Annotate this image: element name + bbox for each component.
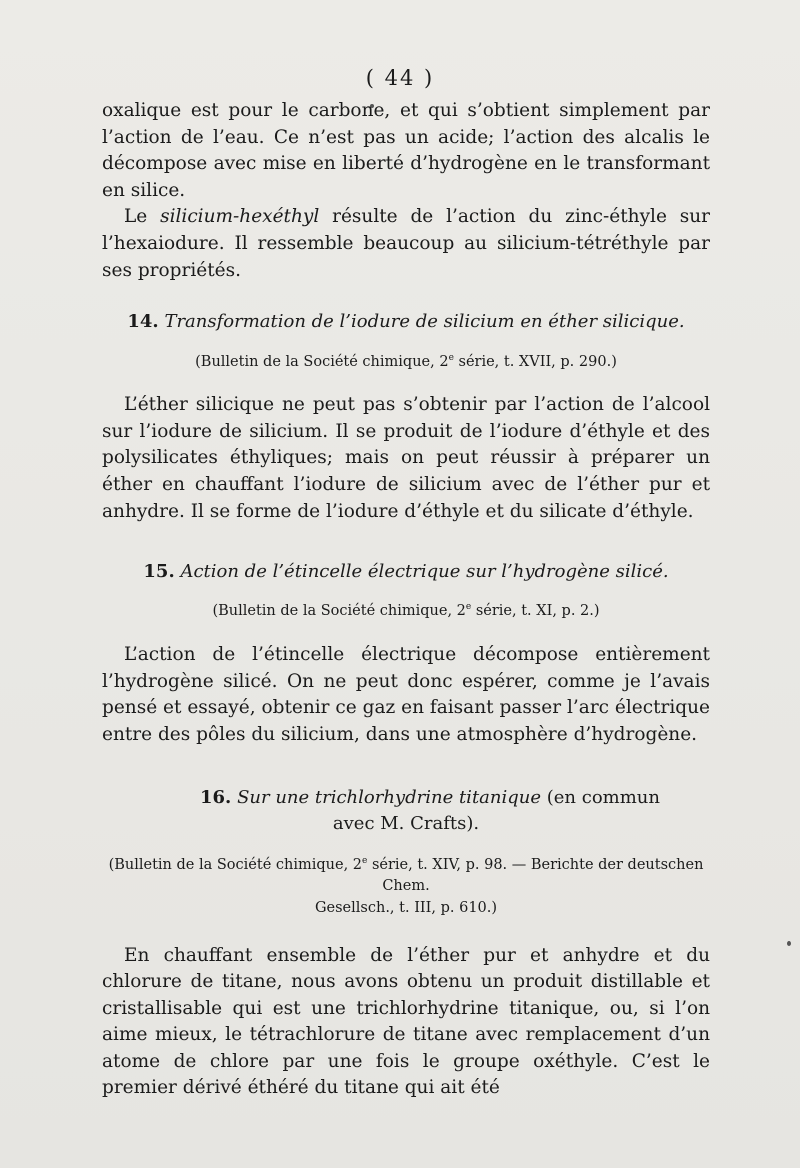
reference-16 [102,851,710,897]
reference-16-line2: Gesellsch., t. III, p. 610.) [314,899,498,916]
section-title: Action de l’étincelle électrique sur l’hydrogène silicé. [180,561,669,583]
section-number: 15. [143,561,175,583]
text-column [102,98,710,1102]
para-lead: Le [124,206,161,228]
section-body-16: En chauffant ensemble de l’éther pur et anhydre et du chlorure de titane, nous avons obtenu un produit distillable et cristallisable qui est une trichlorhydrine titanique, ou, si l’on aime mieux, le tétrachlorure de titane avec remplacement d’un atome de chlore par une fois le groupe oxéthyle. C’est le premier dérivé éthéré du titane qui ait été [102,944,710,1099]
section-heading-16-line2: avec M. Crafts). [332,812,480,834]
ref-sup: e [448,353,454,364]
reference-14 [102,348,710,373]
section-body-14: L’éther silicique ne peut pas s’obtenir par l’action de l’alcool sur l’iodure de silicium. Il se produit de l’iodure d’éthyle et des polysilicates éthyliques; mais on peut réussir à préparer un éther en chauffant l’iodure de silicium avec de l’éther pur et anhydre. Il se forme de l’iodure d’éthyle et du silicate d’éthyle. [102,394,710,522]
section-heading-15 [102,559,710,585]
section-title: Sur une trichlorhydrine titanique [237,786,542,808]
page-number: ( 44 ) [365,66,435,90]
section-number: 16. [200,786,232,808]
ref-sup: e [465,602,472,613]
paragraph-hexethyl [102,204,710,284]
section-title-suffix: (en commun [541,786,660,808]
ref-text: série, t. XIV, p. 98. — Berichte der deutschen Chem. [367,856,704,894]
ref-text: (Bulletin de la Société chimique, 2 [195,354,449,371]
section-heading-16 [102,785,710,811]
ref-text: (Bulletin de la Société chimique, 2 [212,603,466,620]
para-rest: résulte de l’action du zinc-éthyle sur l’hexaiodure. Il ressemble beaucoup au silicium-tétréthyle par ses propriétés. [102,206,710,281]
ref-text: (Bulletin de la Société chimique, 2 [108,856,363,873]
section-heading-14 [102,309,710,335]
section-number: 14. [127,311,159,333]
paragraph-continuation: oxalique est pour le carbone, et qui s’obtient simplement par l’action de l’eau. Ce n’est pas un acide; l’action des alcalis le décompose avec mise en liberté d’hydrogène en le transformant en silice. [102,100,710,201]
ref-text: série, t. XVII, p. 290.) [453,354,617,371]
ink-speck [787,941,791,946]
reference-15 [102,597,710,622]
section-title: Transformation de l’iodure de silicium en éther silicique. [164,311,685,333]
term-italic: silicium-hexéthyl [160,206,320,228]
section-body-15: L’action de l’étincelle électrique décompose entièrement l’hydrogène silicé. On ne peut donc espérer, comme je l’avais pensé et essayé, obtenir ce gaz en faisant passer l’arc électrique entre des pôles du silicium, dans une atmosphère d’hydrogène. [102,644,710,745]
ref-text: série, t. XI, p. 2.) [471,603,600,620]
ref-sup: e [362,855,368,866]
